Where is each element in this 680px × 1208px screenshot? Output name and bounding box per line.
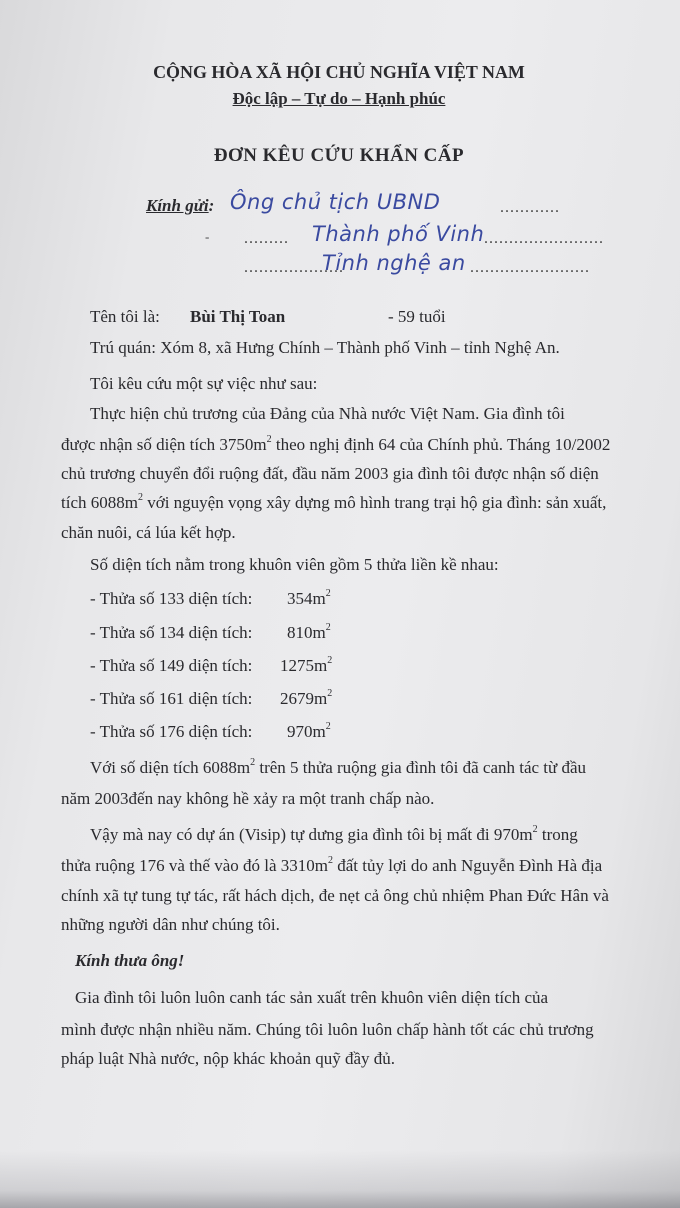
- page-shadow: [0, 1150, 680, 1208]
- salutation: Kính thưa ông!: [75, 951, 185, 970]
- paragraph-3-line-2: thửa ruộng 176 và thế vào đó là $3310m^2$ đất tủy lợi do anh Nguyễn Đình Hà địa: [61, 855, 603, 875]
- paragraph-2-line-1: Với số diện tích $6088m^2$ trên 5 thửa ruộng gia đình tôi đã canh tác từ đầu: [90, 757, 587, 777]
- age-value: - 59 tuổi: [388, 307, 446, 326]
- parcels-intro: Số diện tích nằm trong khuôn viên gồm 5 thửa liền kề nhau:: [90, 555, 499, 574]
- parcel-area: $810m^2$: [287, 622, 331, 642]
- dotted-leader: ............: [500, 199, 560, 216]
- paragraph-4-line-1: Gia đình tôi luôn luôn canh tác sản xuất trên khuôn viên diện tích của: [75, 988, 549, 1007]
- paragraph-3-line-1: Vậy mà nay có dự án (Visip) tự dưng gia đình tôi bị mất đi $970m^2$ trong: [90, 824, 578, 844]
- addressee-label: Kính gửi:: [146, 196, 215, 215]
- paragraph-1-line-3: chủ trương chuyển đổi ruộng đất, đầu năm 2003 gia đình tôi được nhận số diện: [61, 464, 599, 483]
- intro-line: Tôi kêu cứu một sự việc như sau:: [90, 374, 318, 393]
- parcel-item: - Thửa số 134 diện tích:: [90, 623, 253, 642]
- parcel-item: - Thửa số 149 diện tích:: [90, 656, 253, 675]
- paragraph-3-line-4: những người dân như chúng tôi.: [61, 915, 280, 934]
- paragraph-4-line-2: mình được nhận nhiều năm. Chúng tôi luôn luôn chấp hành tốt các chủ trương: [61, 1020, 594, 1039]
- motto-text: Độc lập – Tự do – Hạnh phúc: [232, 89, 446, 108]
- dotted-leader: -: [205, 229, 211, 244]
- dotted-leader: ........................: [470, 259, 590, 276]
- parcel-item: - Thửa số 161 diện tích:: [90, 689, 253, 708]
- parcel-area: $354m^2$: [287, 588, 331, 608]
- parcel-area: $1275m^2$: [280, 655, 333, 675]
- name-label: Tên tôi là:: [90, 307, 160, 326]
- dotted-leader: .........: [244, 230, 289, 247]
- parcel-area: $2679m^2$: [280, 688, 333, 708]
- country-heading: CỘNG HÒA XÃ HỘI CHỦ NGHĨA VIỆT NAM: [153, 62, 525, 82]
- addressee-line-2: Thành phố Vinh: [312, 222, 485, 246]
- addressee-line-1: Ông chủ tịch UBND: [230, 190, 441, 214]
- document-title: ĐƠN KÊU CỨU KHẨN CẤP: [213, 145, 465, 166]
- parcel-area: $970m^2$: [287, 721, 331, 741]
- motto: [0, 89, 678, 109]
- addressee-line-3: Tỉnh nghệ an: [322, 251, 466, 275]
- paragraph-1-line-5: chăn nuôi, cá lúa kết hợp.: [61, 523, 236, 542]
- paragraph-1-line-1: Thực hiện chủ trương của Đảng của Nhà nước Việt Nam. Gia đình tôi: [90, 404, 565, 423]
- parcel-item: - Thửa số 176 diện tích:: [90, 722, 253, 741]
- name-value: Bùi Thị Toan: [190, 307, 286, 326]
- dotted-leader: ....................: [244, 259, 344, 276]
- residence-line: Trú quán: Xóm 8, xã Hưng Chính – Thành phố Vinh – tỉnh Nghệ An.: [90, 338, 560, 357]
- paragraph-1-line-2: được nhận số diện tích $3750m^2$ theo nghị định 64 của Chính phủ. Tháng 10/2002: [61, 434, 611, 454]
- paragraph-1-line-4: tích $6088m^2$ với nguyện vọng xây dựng mô hình trang trại hộ gia đình: sản xuất,: [61, 492, 607, 512]
- dotted-leader: ........................: [484, 230, 604, 247]
- paragraph-3-line-3: chính xã tự tung tự tác, rất hách dịch, đe nẹt cả ông chủ nhiệm Phan Đức Hân và: [61, 886, 609, 905]
- paragraph-4-line-3: pháp luật Nhà nước, nộp khác khoản quỹ đầy đủ.: [61, 1049, 396, 1068]
- parcel-item: - Thửa số 133 diện tích:: [90, 589, 253, 608]
- paragraph-2-line-2: năm 2003đến nay không hề xảy ra một tranh chấp nào.: [61, 789, 435, 808]
